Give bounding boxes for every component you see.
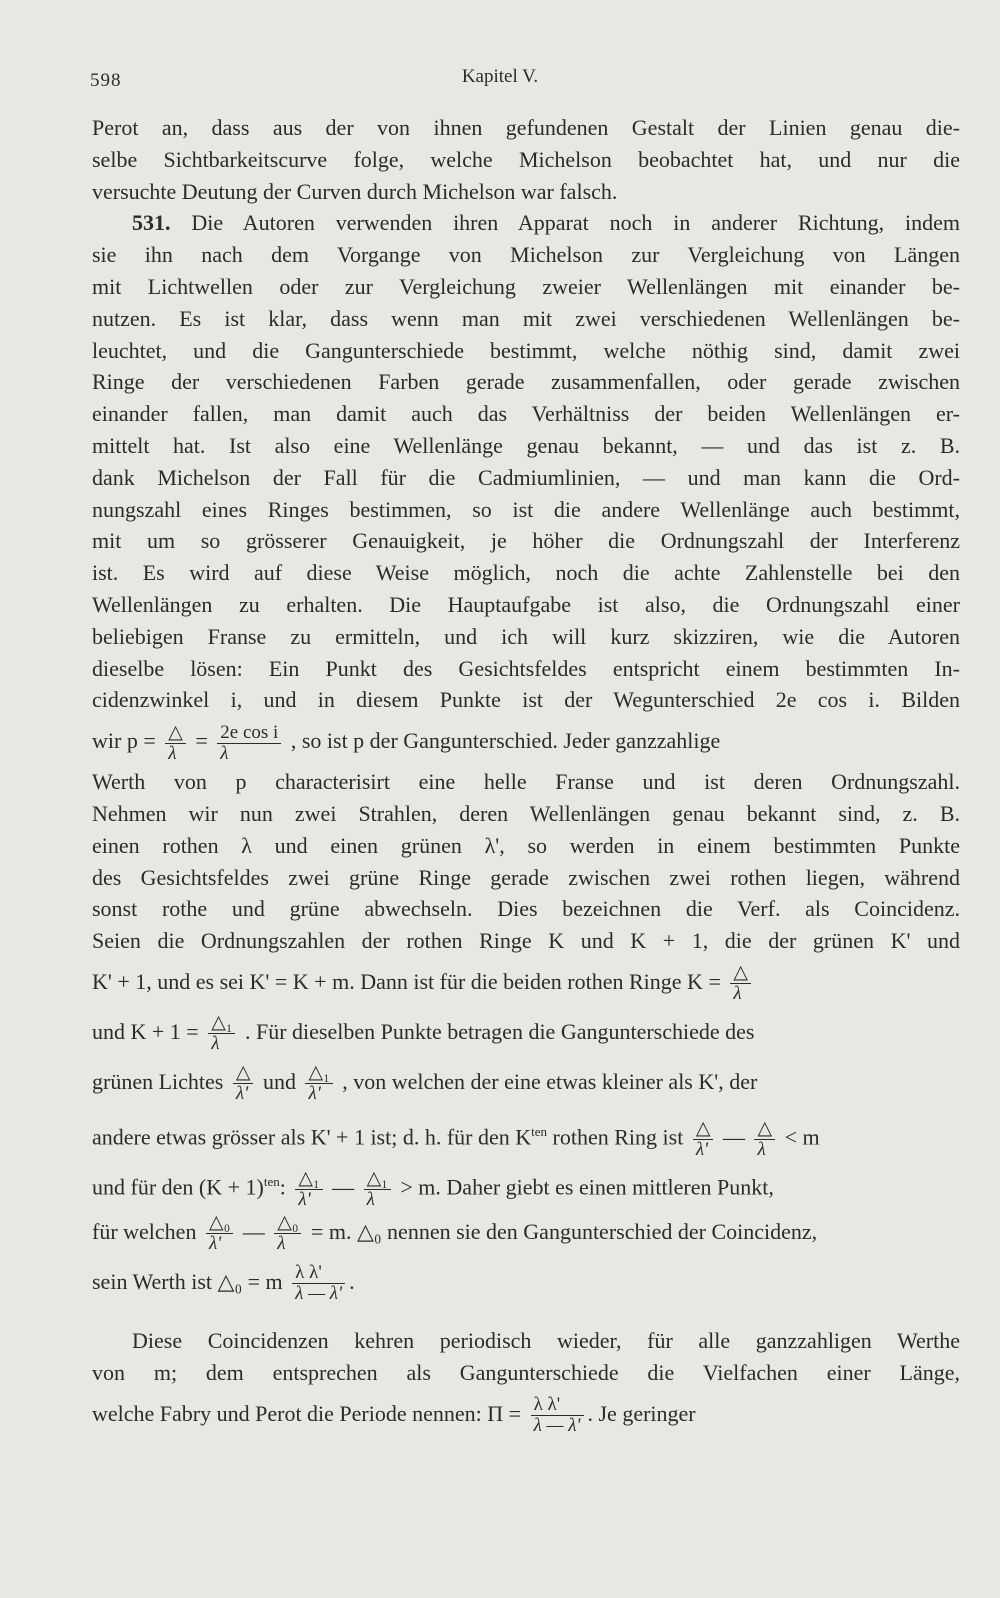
text-line: Nehmen wir nun zwei Strahlen, deren Wellenlängen genau bekannt sind, z. B.	[92, 800, 960, 826]
fraction: $\frac{\text{λ λ'}}{\lambda — \lambda'}$	[292, 1263, 345, 1304]
fraction: $\frac{\text{△₁}}{\lambda'}$	[295, 1169, 322, 1207]
chapter-title: Kapitel V.	[461, 66, 539, 87]
fraction: $\frac{\triangle}{\lambda}$	[730, 963, 751, 1004]
fraction: $\frac{\text{△₁}}{\lambda}$	[208, 1013, 235, 1054]
page-header	[0, 60, 1000, 100]
text-line: selbe Sichtbarkeitscurve folge, welche Michelson beobachtet hat, und nur die	[92, 146, 960, 172]
math-line: und K + 1 = $\frac{\text{△₁}}{\lambda}$ . Für dieselben Punkte betragen die Gangunterschiede des	[92, 1012, 755, 1055]
math-line: für welchen $\frac{\text{△₀}}{\lambda'}$ — $\frac{\text{△₀}}{\lambda}$ = m. △₀ nennen sie den Gangunterschied der Coincidenz,	[92, 1212, 818, 1255]
text-line: Werth von p characterisirt eine helle Franse und ist deren Ordnungszahl.	[92, 769, 960, 795]
text-line: Diese Coincidenzen kehren periodisch wieder, für alle ganzzahligen Werthe	[132, 1327, 960, 1353]
fraction: $\frac{\text{△₁}}{\lambda}$	[364, 1169, 391, 1207]
text-line: mittelt hat. Ist also eine Wellenlänge genau bekannt, — und das ist z. B.	[92, 432, 960, 458]
text-line: 531. Die Autoren verwenden ihren Apparat noch in anderer Richtung, indem	[132, 210, 960, 236]
math-line: und für den $(K + 1)^{ten}$: $\frac{\text{△₁}}{\lambda'}$ — $\frac{\text{△₁}}{\lambda}$ > m. Daher giebt es einen mittleren Punkt,	[92, 1157, 960, 1207]
text-line: dank Michelson der Fall für die Cadmiumlinien, — und man kann die Ord-	[92, 464, 960, 490]
text-line: mit um so grösserer Genauigkeit, je höher die Ordnungszahl der Interferenz	[92, 528, 960, 554]
math-line: grünen Lichtes $\frac{\triangle}{\lambda'}$ und $\frac{\text{△₁}}{\lambda'}$ , von welchen der eine etwas kleiner als K', der	[92, 1062, 758, 1105]
fraction: $\frac{\text{△₁}}{\lambda'}$	[305, 1063, 332, 1104]
body-text	[92, 112, 960, 1439]
text-line: dieselbe lösen: Ein Punkt des Gesichtsfeldes entspricht einem bestimmten In-	[92, 655, 960, 681]
text-line: leuchtet, und die Gangunterschiede bestimmt, welche nöthig sind, damit zwei	[92, 337, 960, 363]
fraction: $\frac{\triangle}{\lambda}$	[754, 1119, 775, 1157]
text-line: sonst rothe und grüne abwechseln. Dies bezeichnen die Verf. als Coincidenz.	[92, 896, 960, 922]
fraction: $\frac{\text{△₀}}{\lambda}$	[274, 1213, 301, 1254]
math-line: K' + 1, und es sei K' = K + m. Dann ist für die beiden rothen Ringe K = $\frac{\triangle}{\lambda}$	[92, 957, 960, 1007]
text-line: Ringe der verschiedenen Farben gerade zusammenfallen, oder gerade zwischen	[92, 369, 960, 395]
text-line: Perot an, dass aus der von ihnen gefundenen Gestalt der Linien genau die-	[92, 115, 960, 140]
text-line: von m; dem entsprechen als Gangunterschiede die Vielfachen einer Länge,	[92, 1359, 960, 1385]
fraction: $\frac{\triangle}{\lambda}$	[165, 723, 186, 764]
formula-line: wir p = $\frac{\triangle}{\lambda}$ = $\frac{\text{2e cos i}}{\lambda}$ , so ist p der Gangunterschied. Jeder ganzzahlige	[92, 721, 721, 764]
text-line: einen rothen λ und einen grünen λ', so werden in einem bestimmten Punkte	[92, 832, 960, 858]
math-line: andere etwas grösser als K' + 1 ist; d. h. für den $K^{ten}$ rothen Ring ist $\frac{\triangle}{\lambda'}$ — $\frac{\triangle}{\lambda}$ < m	[92, 1107, 960, 1157]
fraction: $\frac{\triangle}{\lambda'}$	[693, 1119, 714, 1157]
fraction: $\frac{\text{△₀}}{\lambda'}$	[206, 1213, 233, 1254]
text-line: beliebigen Franse zu ermitteln, und ich will kurz skizziren, wie die Autoren	[92, 623, 960, 649]
fraction: $\frac{\text{λ λ'}}{\lambda — \lambda'}$	[531, 1395, 584, 1436]
text-line: Wellenlängen zu erhalten. Die Hauptaufgabe ist also, die Ordnungszahl einer	[92, 591, 960, 617]
fraction: $\frac{\text{2e cos i}}{\lambda}$	[217, 723, 281, 764]
section-number: 531.	[132, 210, 171, 236]
page-number: 598	[90, 70, 122, 91]
math-line: sein Werth ist △₀ = m $\frac{\text{λ λ'}}{\lambda — \lambda'}$ .	[92, 1262, 355, 1305]
text-line: einander fallen, man damit auch das Verhältniss der beiden Wellenlängen er-	[92, 401, 960, 427]
text-line: sie ihn nach dem Vorgange von Michelson zur Vergleichung von Längen	[92, 242, 960, 268]
text-line: cidenzwinkel i, und in diesem Punkte ist der Wegunterschied 2e cos i. Bilden	[92, 687, 960, 713]
text-line: nutzen. Es ist klar, dass wenn man mit zwei verschiedenen Wellenlängen be-	[92, 305, 960, 331]
math-line: welche Fabry und Perot die Periode nennen: Π = $\frac{\text{λ λ'}}{\lambda — \lambda'}$ . Je geringer	[92, 1394, 696, 1436]
text-line: ist. Es wird auf diese Weise möglich, noch die achte Zahlenstelle bei den	[92, 560, 960, 586]
text-line: des Gesichtsfeldes zwei grüne Ringe gerade zwischen zwei rothen liegen, während	[92, 864, 960, 890]
fraction: $\frac{\triangle}{\lambda'}$	[233, 1063, 254, 1104]
text-line: mit Lichtwellen oder zur Vergleichung zweier Wellenlängen mit einander be-	[92, 273, 960, 299]
text-line: versuchte Deutung der Curven durch Michelson war falsch.	[92, 178, 618, 204]
text-line: nungszahl eines Ringes bestimmen, so ist die andere Wellenlänge auch bestimmt,	[92, 496, 960, 522]
text-line: Seien die Ordnungszahlen der rothen Ringe K und K + 1, die der grünen K' und	[92, 928, 960, 954]
